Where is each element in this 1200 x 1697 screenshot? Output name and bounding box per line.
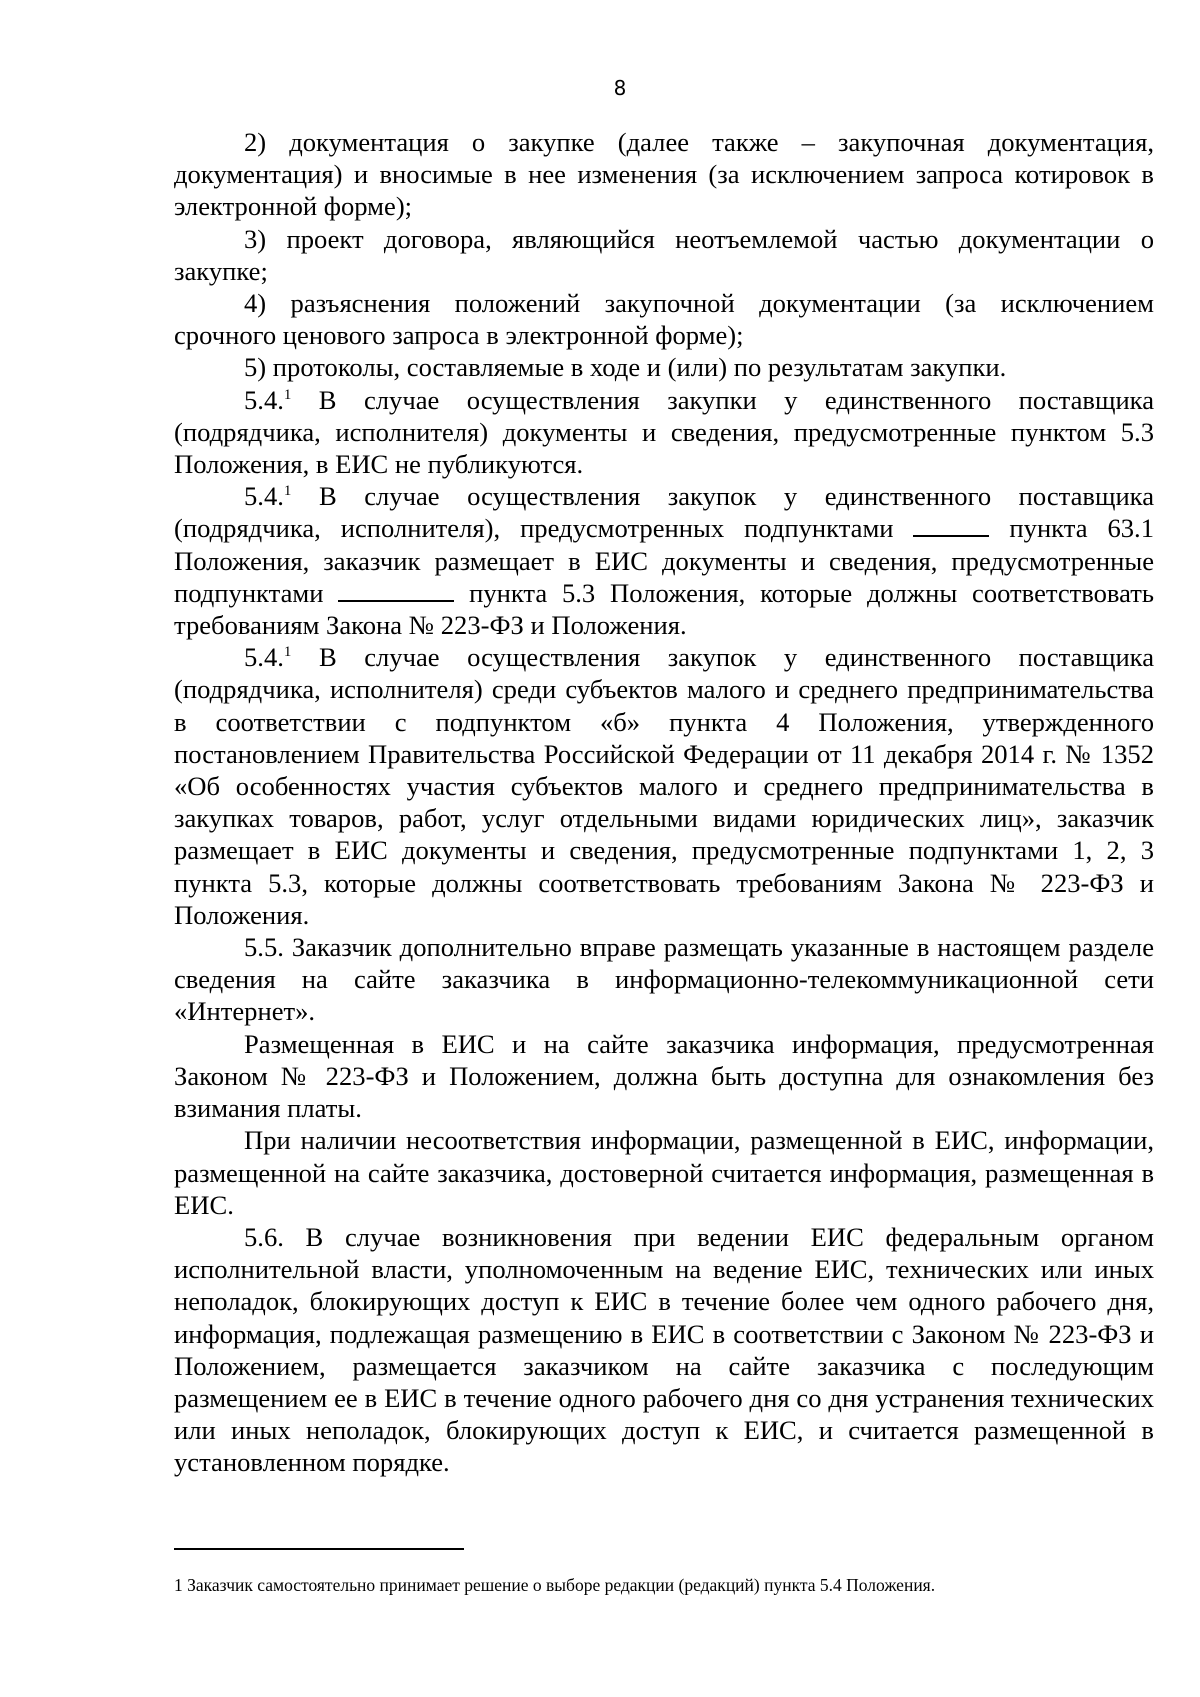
paragraph-inconsistency: При наличии несоответствия информации, размещенной в ЕИС, информации, размещенной на сайте заказчика, достоверной считается информация, размещенная в ЕИС. <box>174 1125 1154 1220</box>
clause-text: пункта 5.3 Положения, которые должны соответствовать требованиям Закона № 223-ФЗ и Положения. <box>174 577 1154 641</box>
clause-text: пункта 63.1 Положения, заказчик размещает в ЕИС документы и сведения, предусмотренные подпунктами <box>174 513 1154 608</box>
clause-number: 5.4. <box>244 642 284 673</box>
paragraph-item-5: 5) протоколы, составляемые в ходе и (или) по результатам закупки. <box>244 352 1007 383</box>
clause-number: 5.4. <box>244 384 284 415</box>
paragraph-5-4-variant-a <box>174 384 1154 481</box>
paragraph-5-4-variant-c <box>174 641 1154 931</box>
clause-text: В случае осуществления закупок у единственного поставщика (подрядчика, исполнителя) среди субъектов малого и среднего предпринимательства в соответствии с подпунктом «б» пункта 4 Положения, утвержденного постановлением Правительства Российской Федерации от 11 декабря 2014 г. № 1352 «Об особенностях участия субъектов малого и среднего предпринимательства в закупках товаров, работ, услуг отдельными видами юридических лиц», заказчик размещает в ЕИС документы и сведения, предусмотренные подпунктами 1, 2, 3 пункта 5.3, которые должны соответствовать требованиям Закона № 223-ФЗ и Положения. <box>174 642 1154 930</box>
paragraph-item-2: 2) документация о закупке (далее также – закупочная документация, документация) и вносимые в нее изменения (за исключением запроса котировок в электронной форме); <box>174 127 1154 222</box>
footnote-text: 1 Заказчик самостоятельно принимает решение о выборе редакции (редакций) пункта 5.4 Положения. <box>174 1575 936 1595</box>
paragraph-item-3: 3) проект договора, являющийся неотъемлемой частью документации о закупке; <box>174 223 1154 286</box>
clause-text: В случае осуществления закупок у единственного поставщика (подрядчика, исполнителя), предусмотренных подпунктами <box>174 481 1154 544</box>
footnote-ref[interactable]: 1 <box>283 386 292 403</box>
paragraph-5-6: 5.6. В случае возникновения при ведении ЕИС федеральным органом исполнительной власти, уполномоченным на ведение ЕИС, технических или иных неполадок, блокирующих доступ к ЕИС в течение более чем одного рабочего дня, информация, подлежащая размещению в ЕИС в соответствии с Законом № 223-ФЗ и Положением, размещается заказчиком на сайте заказчика с последующим размещением ее в ЕИС в течение одного рабочего дня со дня устранения технических или иных неполадок, блокирующих доступ к ЕИС, и считается размещенной в установленном порядке. <box>174 1221 1154 1478</box>
paragraph-5-5: 5.5. Заказчик дополнительно вправе размещать указанные в настоящем разделе сведения на сайте заказчика в информационно-телекоммуникационной сети «Интернет». <box>174 932 1154 1027</box>
document-body <box>174 126 1154 1479</box>
clause-number: 5.4. <box>244 481 284 512</box>
clause-text: В случае осуществления закупки у единственного поставщика (подрядчика, исполнителя) документы и сведения, предусмотренные пунктом 5.3 Положения, в ЕИС не публикуются. <box>174 384 1154 480</box>
footnote-ref[interactable]: 1 <box>283 644 292 661</box>
blank-field-subclauses <box>913 534 989 537</box>
footnote-ref[interactable]: 1 <box>283 483 292 500</box>
blank-field-subclauses <box>338 599 454 602</box>
paragraph-item-4: 4) разъяснения положений закупочной документации (за исключением срочного ценового запроса в электронной форме); <box>174 288 1154 351</box>
page-number: 8 <box>613 76 627 100</box>
footnote-separator <box>174 1548 464 1550</box>
paragraph-free-access: Размещенная в ЕИС и на сайте заказчика информация, предусмотренная Законом № 223-ФЗ и Положением, должна быть доступна для ознакомления без взимания платы. <box>174 1028 1154 1124</box>
paragraph-5-4-variant-b <box>174 480 1154 641</box>
